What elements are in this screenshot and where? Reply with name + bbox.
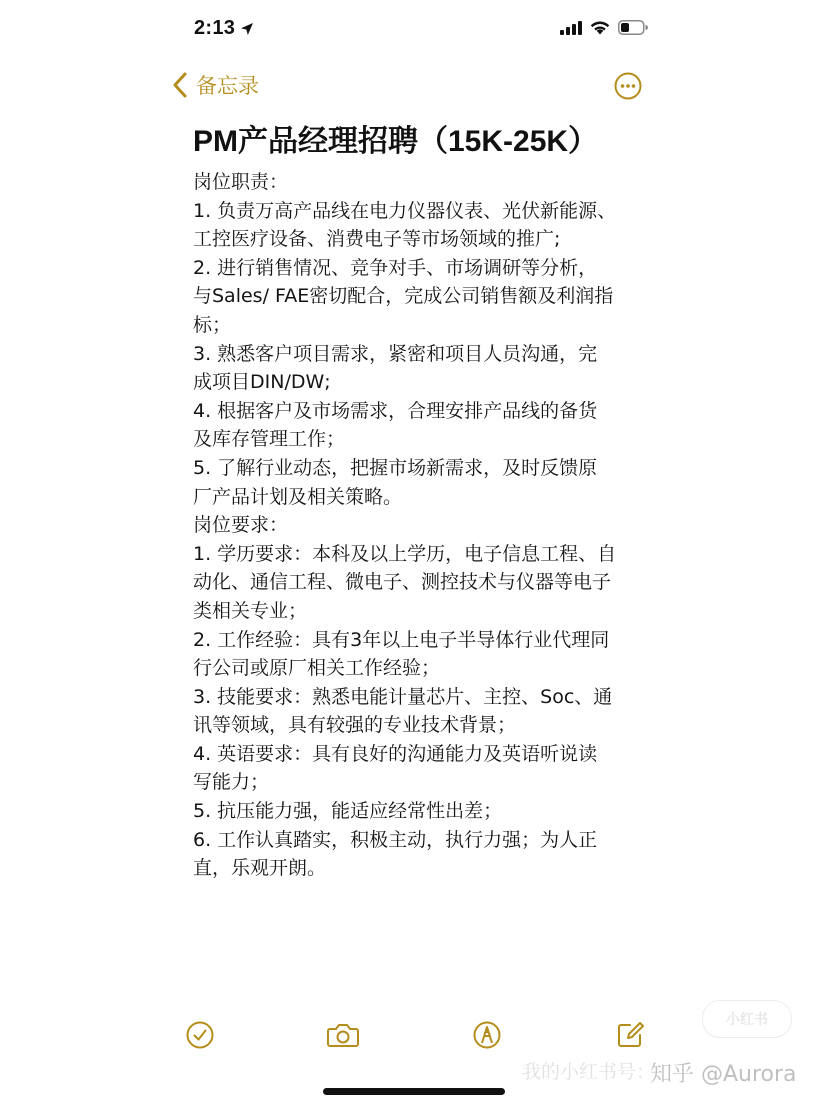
note-line: 1. 学历要求：本科及以上学历，电子信息工程、自 (193, 542, 617, 565)
back-label: 备忘录 (196, 74, 259, 98)
note-line: 2. 进行销售情况、竞争对手、市场调研等分析， (193, 256, 598, 279)
note-line: 与Sales/ FAE密切配合，完成公司销售额及利润指 (193, 285, 614, 308)
note-line: 工控医疗设备、消费电子等市场领域的推广; (193, 228, 561, 251)
note-title[interactable]: PM产品经理招聘（15K-25K） (193, 125, 599, 158)
status-time-group (194, 17, 254, 40)
compose-icon[interactable] (614, 1019, 646, 1051)
note-body[interactable] (193, 168, 653, 883)
checklist-icon[interactable] (184, 1019, 216, 1051)
watermark-text: 知乎 @Aurora (650, 1062, 797, 1087)
status-bar (0, 0, 828, 60)
cellular-signal-icon (560, 21, 582, 35)
bottom-toolbar (0, 1019, 828, 1053)
note-line: 1. 负责万高产品线在电力仪器仪表、光伏新能源、 (193, 199, 617, 222)
status-time: 2:13 (194, 17, 236, 39)
note-line: 标； (193, 313, 232, 336)
status-icons (560, 20, 648, 35)
note-line: 3. 熟悉客户项目需求，紧密和项目人员沟通，完 (193, 342, 598, 365)
note-line: 3. 技能要求：熟悉电能计量芯片、主控、Soc、通 (193, 685, 613, 708)
note-line: 写能力； (193, 771, 270, 794)
note-line: 岗位职责： (193, 171, 289, 193)
location-arrow-icon (240, 22, 254, 36)
back-button[interactable] (172, 70, 259, 100)
note-line: 4. 英语要求：具有良好的沟通能力及英语听说读 (193, 742, 598, 765)
watermark-faint-text: 我的小红书号： (522, 1061, 656, 1083)
note-line: 4. 根据客户及市场需求，合理安排产品线的备货 (193, 399, 598, 422)
note-line: 岗位要求： (193, 514, 289, 537)
note-line: 讯等领域，具有较强的专业技术背景； (193, 714, 517, 737)
camera-icon[interactable] (326, 1019, 360, 1051)
note-line: 厂产品计划及相关策略。 (193, 485, 403, 508)
note-line: 成项目DIN/DW; (193, 371, 331, 394)
note-line: 2. 工作经验：具有3年以上电子半导体行业代理同 (193, 628, 610, 651)
note-line: 行公司或原厂相关工作经验； (193, 657, 441, 680)
note-line: 类相关专业； (193, 599, 308, 622)
note-line: 6. 工作认真踏实，积极主动，执行力强；为人正 (193, 828, 598, 851)
note-content[interactable] (193, 122, 653, 883)
wifi-icon (590, 20, 610, 35)
note-line: 5. 了解行业动态，把握市场新需求，及时反馈原 (193, 456, 598, 479)
ellipsis-circle-icon[interactable] (614, 72, 642, 100)
home-indicator[interactable] (323, 1088, 505, 1095)
note-line: 动化、通信工程、微电子、测控技术与仪器等电子 (193, 571, 612, 594)
watermark-logo: 小红书 (702, 1000, 792, 1038)
markup-pen-icon[interactable] (471, 1019, 503, 1051)
chevron-left-icon (172, 71, 188, 99)
note-line: 直，乐观开朗。 (193, 857, 327, 880)
note-line: 及库存管理工作； (193, 428, 346, 451)
battery-icon (618, 20, 648, 35)
note-line: 5. 抗压能力强，能适应经常性出差； (193, 800, 503, 823)
